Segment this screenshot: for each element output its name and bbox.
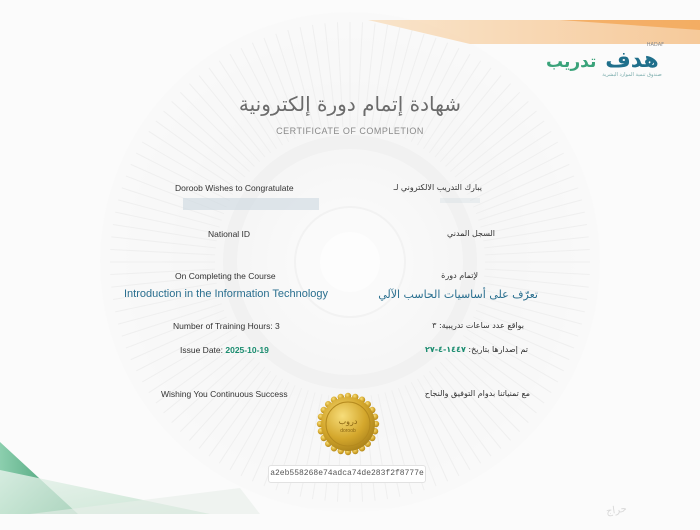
certificate-title-arabic: شهادة إتمام دورة إلكترونية: [238, 92, 462, 116]
redacted-name-ar: [440, 198, 480, 203]
wishing-success-ar: مع تمنياتنا بدوام التوفيق والنجاح: [424, 389, 530, 398]
issue-date-label-en: Issue Date:: [180, 345, 223, 355]
gold-seal-icon: [316, 392, 380, 456]
redacted-name: [183, 198, 319, 210]
wishing-success-en: Wishing You Continuous Success: [161, 389, 288, 399]
hadaf-logo-top: HADAF: [646, 42, 664, 48]
issue-date-en: [180, 345, 269, 355]
certificate-title-english: CERTIFICATE OF COMPLETION: [276, 126, 424, 136]
hadaf-logo-text: هدف: [605, 48, 659, 73]
course-name-ar: تعرّف على أساسيات الحاسب الآلي: [378, 288, 538, 301]
national-id-label-en: National ID: [208, 229, 251, 239]
congratulate-text-en: Doroob Wishes to Congratulate: [175, 183, 294, 193]
certificate-hash: a2eb558268e74adca74de283f2f8777e: [268, 465, 426, 483]
issue-date-ar: [425, 345, 528, 354]
congratulate-text-ar: يبارك التدريب الالكتروني لـ: [393, 183, 482, 192]
issue-date-value-ar: ١٤٤٧-٤-٢٧: [424, 345, 466, 354]
national-id-label-ar: السجل المدني: [447, 229, 495, 238]
seal-text: دروب: [338, 417, 358, 426]
tadreeb-logo-text: تدريب: [546, 52, 597, 72]
completing-course-en: On Completing the Course: [175, 271, 276, 281]
marketplace-watermark: حراج: [605, 503, 628, 518]
completing-course-ar: لإتمام دورة: [441, 271, 478, 280]
tadreeb-logo: [546, 52, 597, 72]
issue-date-label-ar: تم إصدارها بتاريخ:: [468, 345, 528, 354]
issue-date-value-en: 2025-10-19: [225, 345, 269, 355]
training-hours-ar: بواقع عدد ساعات تدريبية: ٣: [432, 321, 524, 330]
course-name-en: Introduction in the Information Technology: [124, 288, 329, 300]
training-hours-en: Number of Training Hours: 3: [173, 321, 280, 331]
hadaf-logo: [596, 42, 668, 84]
hadaf-logo-tagline: صندوق تنمية الموارد البشرية: [602, 72, 662, 78]
seal-subtext: doroob: [340, 428, 356, 434]
